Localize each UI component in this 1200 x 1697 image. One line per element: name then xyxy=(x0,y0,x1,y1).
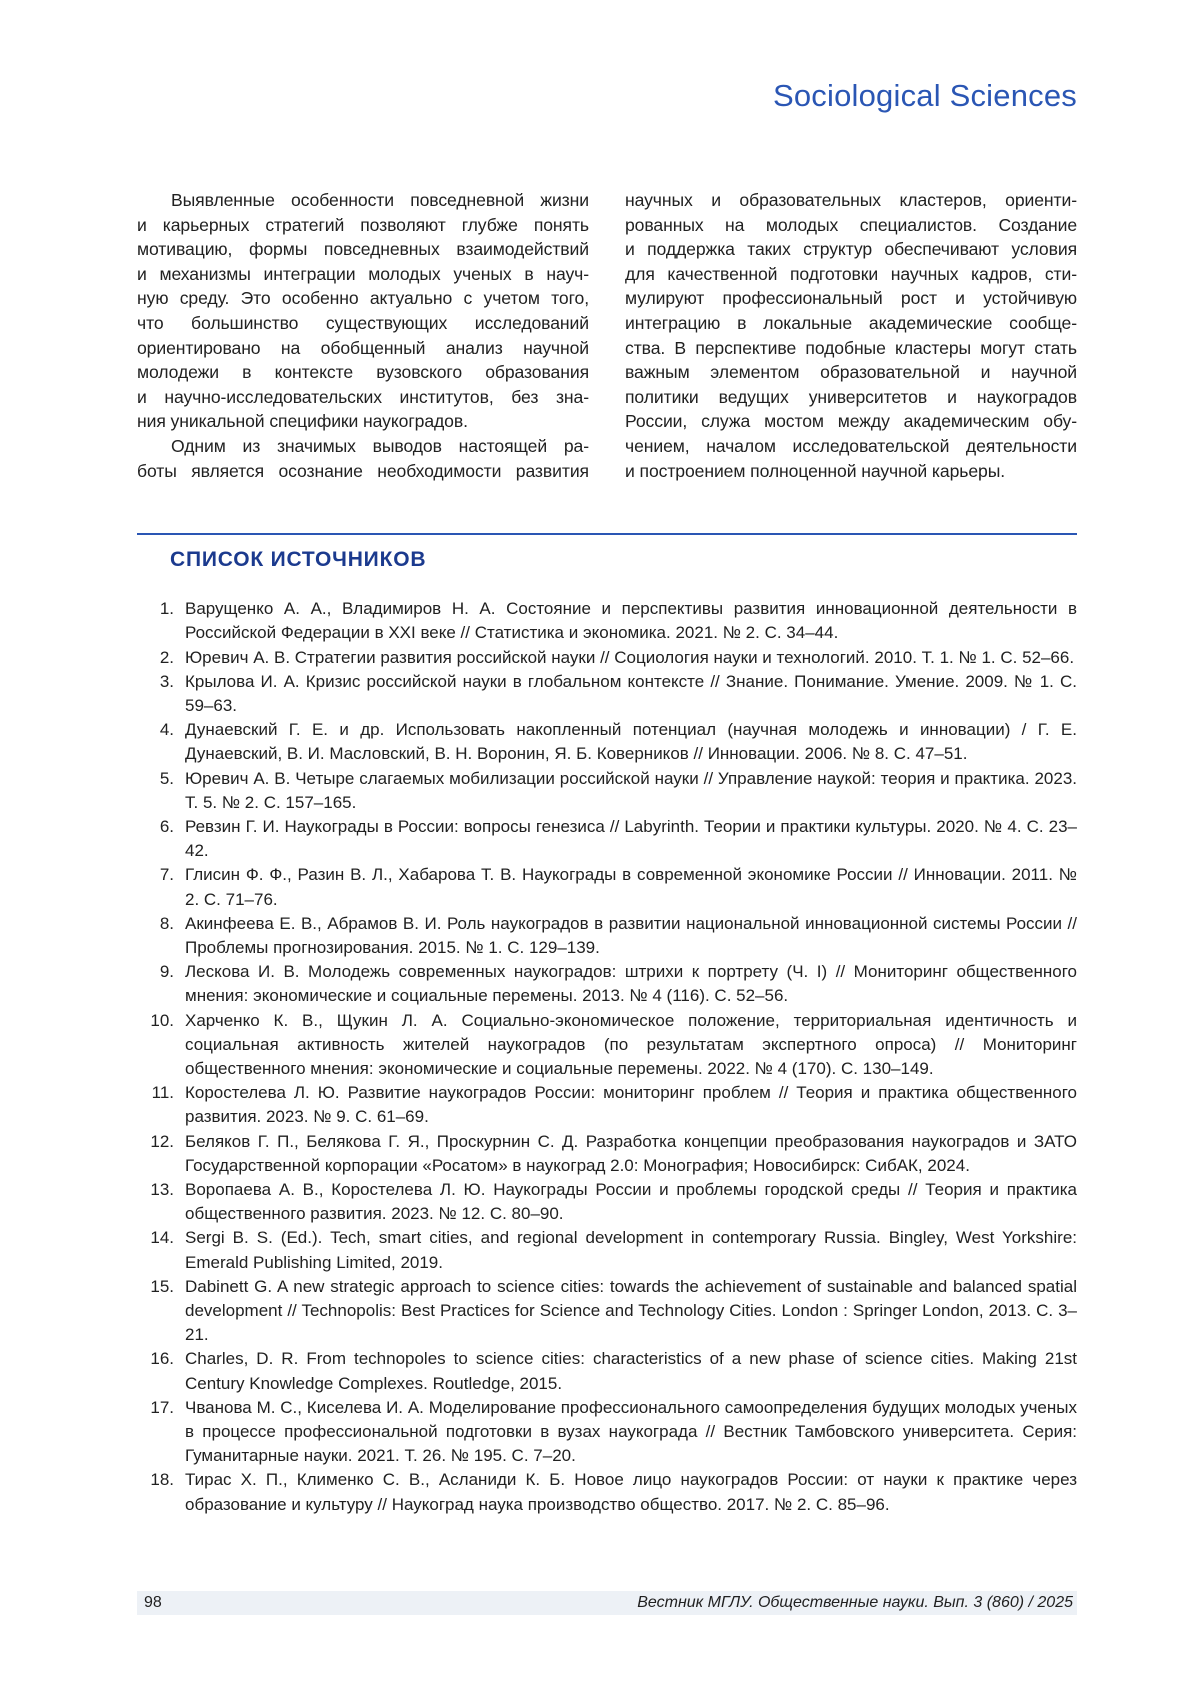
reference-text: Юревич А. В. Стратегии развития российской науки // Социология науки и технологий. 2010. Т. 1. № 1. С. 52–66. xyxy=(185,647,1075,667)
reference-text: Беляков Г. П., Белякова Г. Я., Проскурнин С. Д. Разработка концепции преобразования наукоградов и ЗАТО Государственной корпорации «Росатом» в наукоград 2.0: Монография; Новосибирск: СибАК, 2024. xyxy=(185,1131,1077,1175)
references-section xyxy=(137,533,1077,1517)
text-line: мулируют профессиональный рост и устойчивую xyxy=(625,288,1077,309)
reference-item xyxy=(137,1130,1077,1178)
reference-text: Dabinett G. A new strategic approach to science cities: towards the achievement of sustainable and balanced spatial development // Technopolis: Best Practices for Science and Technology Cities. London : Springer London, 2013. С. 3–21. xyxy=(185,1276,1077,1345)
text-line: и поддержка таких структур обеспечивают условия xyxy=(625,239,1077,260)
page-content xyxy=(137,76,1077,1517)
reference-number: 12. xyxy=(150,1131,174,1151)
references-heading: СПИСОК ИСТОЧНИКОВ xyxy=(170,548,427,572)
text-line: и научно-исследовательских институтов, без зна- xyxy=(137,386,589,407)
text-line: политики ведущих университетов и наукоградов xyxy=(625,386,1077,407)
reference-item xyxy=(137,1081,1077,1129)
reference-item xyxy=(137,912,1077,960)
reference-item xyxy=(137,1226,1077,1274)
reference-text: Charles, D. R. From technopoles to science cities: characteristics of a new phase of science cities. Making 21st Century Knowledge Complexes. Routledge, 2015. xyxy=(185,1349,1077,1393)
text-line: боты является осознание необходимости развития xyxy=(137,460,589,481)
reference-item xyxy=(137,718,1077,766)
reference-item xyxy=(137,1178,1077,1226)
reference-number: 8. xyxy=(159,913,174,933)
reference-item xyxy=(137,815,1077,863)
reference-text: Крылова И. А. Кризис российской науки в глобальном контексте // Знание. Понимание. Умение. 2009. № 1. С. 59–63. xyxy=(185,671,1077,715)
reference-text: Дунаевский Г. Е. и др. Использовать накопленный потенциал (научная молодежь и инновации) / Г. Е. Дунаевский, В. И. Масловский, В. Н. Воронин, Я. Б. Коверников // Инновации. 2006. № 8. С. 47–51. xyxy=(185,720,1077,764)
reference-item xyxy=(137,767,1077,815)
reference-text: Глисин Ф. Ф., Разин В. Л., Хабарова Т. В. Наукограды в современной экономике России // Инновации. 2011. № 2. С. 71–76. xyxy=(185,865,1077,909)
text-line: и карьерных стратегий позволяют глубже понять xyxy=(137,214,589,235)
text-line: научных и образовательных кластеров, ориенти- xyxy=(625,190,1077,210)
reference-text: Харченко К. В., Щукин Л. А. Социально-экономическое положение, территориальная идентичность и социальная активность жителей наукоградов (по результатам экспертного опроса) // Мониторинг общественного мнения: экономические и социальные перемены. 2022. № 4 (170). С. 130–149. xyxy=(185,1010,1077,1078)
text-line: для качественной подготовки научных кадров, сти- xyxy=(625,263,1077,284)
reference-text: Акинфеева Е. В., Абрамов В. И. Роль наукоградов в развитии национальной инновационной системы России // Проблемы прогнозирования. 2015. № 1. С. 129–139. xyxy=(185,913,1077,957)
reference-number: 11. xyxy=(151,1083,174,1103)
article-column-left xyxy=(137,188,589,483)
text-line: что большинство существующих исследований xyxy=(137,312,589,333)
text-line: ния уникальной специфики наукоградов. xyxy=(137,411,468,432)
text-line: и механизмы интеграции молодых ученых в науч- xyxy=(137,263,589,284)
reference-number: 18. xyxy=(150,1470,174,1490)
reference-number: 14. xyxy=(150,1228,174,1248)
reference-item xyxy=(137,597,1077,645)
reference-number: 15. xyxy=(150,1276,174,1296)
reference-text: Коростелева Л. Ю. Развитие наукоградов России: мониторинг проблем // Теория и практика общественного развития. 2023. № 9. С. 61–69. xyxy=(185,1083,1077,1127)
reference-item xyxy=(137,1468,1077,1516)
section-divider xyxy=(137,533,1077,535)
reference-text: Юревич А. В. Четыре слагаемых мобилизации российской науки // Управление наукой: теория и практика. 2023. Т. 5. № 2. С. 157–165. xyxy=(185,768,1077,812)
reference-item xyxy=(137,1347,1077,1395)
journal-info: Вестник МГЛУ. Общественные науки. Вып. 3 (860) / 2025 xyxy=(637,1594,1073,1611)
reference-item xyxy=(137,670,1077,718)
reference-item xyxy=(137,863,1077,911)
reference-number: 3. xyxy=(159,671,174,691)
article-column-right xyxy=(625,188,1077,483)
text-line: чением, началом исследовательской деятельности xyxy=(625,435,1077,456)
text-line: молодежи в контексте вузовского образования xyxy=(137,362,589,383)
reference-item xyxy=(137,646,1077,670)
page-footer xyxy=(137,1591,1077,1615)
reference-number: 4. xyxy=(159,720,174,740)
text-line: интеграцию в локальные академические сообще- xyxy=(625,312,1077,333)
text-line: важным элементом образовательной и научной xyxy=(625,362,1077,383)
reference-number: 13. xyxy=(150,1180,174,1199)
article-body xyxy=(137,188,1077,483)
text-line: ориентировано на обобщенный анализ научной xyxy=(137,337,589,358)
reference-text: Варущенко А. А., Владимиров Н. А. Состояние и перспективы развития инновационной деятельности в Российской Федерации в XXI веке // Статистика и экономика. 2021. № 2. С. 34–44. xyxy=(185,599,1077,643)
reference-number: 10. xyxy=(150,1010,174,1030)
reference-number: 6. xyxy=(159,816,174,836)
text-line: мотивацию, формы повседневных взаимодействий xyxy=(137,239,589,260)
page-number: 98 xyxy=(144,1594,162,1611)
text-line: Одним из значимых выводов настоящей ра- xyxy=(171,435,589,456)
reference-text: Воропаева А. В., Коростелева Л. Ю. Наукограды России и проблемы городской среды // Теория и практика общественного развития. 2023. № 12. С. 80–90. xyxy=(185,1180,1077,1224)
reference-item xyxy=(137,960,1077,1008)
reference-text: Чванова М. С., Киселева И. А. Моделирование профессионального самоопределения будущих молодых ученых в процессе профессиональной подготовки в вузах наукограда // Вестник Тамбовского университета. Серия: Гуманитарные науки. 2021. Т. 26. № 195. С. 7–20. xyxy=(185,1397,1077,1466)
reference-number: 7. xyxy=(159,865,174,885)
reference-item xyxy=(137,1009,1077,1082)
reference-number: 2. xyxy=(159,647,174,667)
reference-number: 9. xyxy=(159,962,174,982)
reference-text: Тирас Х. П., Клименко С. В., Асланиди К. Б. Новое лицо наукоградов России: от науки к практике через образование и культуру // Наукоград наука производство общество. 2017. № 2. С. 85–96. xyxy=(185,1470,1077,1514)
reference-number: 1. xyxy=(159,599,174,619)
text-line: ную среду. Это особенно актуально с учетом того, xyxy=(137,288,589,309)
text-line: ства. В перспективе подобные кластеры могут стать xyxy=(625,337,1077,358)
text-line: Выявленные особенности повседневной жизни xyxy=(171,190,589,210)
text-line: и построением полноценной научной карьеры. xyxy=(625,460,1006,481)
reference-number: 16. xyxy=(150,1349,174,1369)
text-line: рованных на молодых специалистов. Создание xyxy=(625,214,1077,235)
reference-item xyxy=(137,1396,1077,1469)
reference-item xyxy=(137,1275,1077,1348)
reference-number: 17. xyxy=(150,1397,174,1417)
reference-text: Лескова И. В. Молодежь современных наукоградов: штрихи к портрету (Ч. I) // Мониторинг общественного мнения: экономические и социальные перемены. 2013. № 4 (116). С. 52–56. xyxy=(185,962,1077,1006)
reference-text: Ревзин Г. И. Наукограды в России: вопросы генезиса // Labyrinth. Теории и практики культуры. 2020. № 4. С. 23–42. xyxy=(185,816,1077,861)
section-title: Sociological Sciences xyxy=(772,78,1077,113)
text-line: России, служа мостом между академическим обу- xyxy=(625,411,1077,432)
references-list xyxy=(137,597,1077,1517)
reference-number: 5. xyxy=(159,768,174,788)
reference-text: Sergi B. S. (Ed.). Tech, smart cities, and regional development in contemporary Russia. Bingley, West Yorkshire: Emerald Publishing Limited, 2019. xyxy=(185,1228,1077,1272)
